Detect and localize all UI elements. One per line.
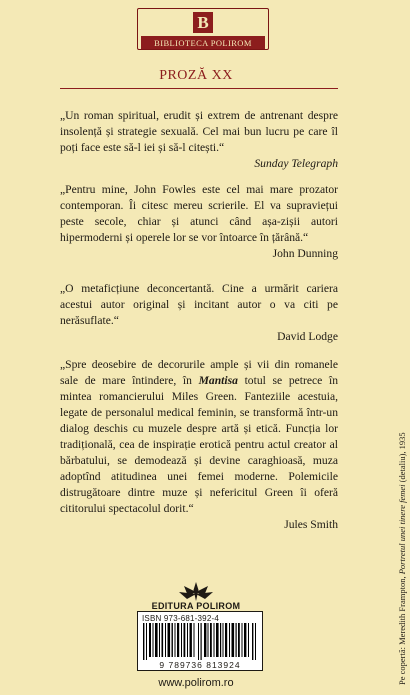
review-source: Sunday Telegraph [254,157,338,170]
series-logo [137,8,269,50]
series-logo-banner: BIBLIOTECA POLIROM [141,36,265,49]
cover-credit [397,255,407,685]
book-title: Mantisa [198,374,238,387]
barcode-icon [143,623,257,660]
credit-suffix: (detaliu), 1935 [397,432,407,485]
review-source: John Dunning [272,247,338,260]
credit-work-title: Portretul unei tinere femei [397,484,407,575]
credit-prefix: Pe copertă: Meredith Frampton, [397,574,407,685]
review-david-lodge [60,281,338,345]
series-logo-mark: B [193,12,213,33]
publisher-website: www.polirom.ro [158,677,234,689]
review-source: David Lodge [277,330,338,343]
publisher-name: EDITURA POLIROM [151,601,241,611]
barcode-digits: 9 789736 813924 [159,660,241,670]
review-john-dunning [60,182,338,262]
publisher-logo-icon [176,580,216,602]
isbn: ISBN 973-681-392-4 [142,614,219,623]
series-title: PROZĂ XX [159,68,233,83]
review-quote-end: totul se petrece în mintea romancierului Miles Green. Fanteziile acestuia, legate de personalul medical feminin, se transformă într-un dialog deschis cu muzele despre artă și etică. Funcția lor tradițională, cea de inspirație erotică pentru actul creator al bărbatului, se demodează și devine caraghioasă, muza adoptînd atitudinea unei femei moderne. Polemicile distrugătoare dintre muze și nefericitul Green îi oferă cititorului spectacolul dorit.“ [60,374,338,515]
review-quote-start: „Spre deosebire de decorurile ample și vii din romanele sale de mare întindere, în [60,358,338,387]
review-quote [60,357,338,517]
review-quote: „Un roman spiritual, erudit și extrem de antrenant despre insolență și strategie sexuală. Cel mai bun lucru pe care îl poți face este să-l iei și să-l citești.“ [60,109,338,154]
review-sunday-telegraph [60,108,338,172]
review-quote: „Pentru mine, John Fowles este cel mai mare prozator contemporan. Îi citesc mereu scrierile. El va supraviețui peste secole, chiar și atunci când așa-zișii autori hipermoderni și operele lor se vor întoarce în țărână.“ [60,183,338,244]
review-source: Jules Smith [284,518,338,531]
review-jules-smith [60,357,338,533]
title-divider [60,88,338,89]
review-quote: „O metaficțiune deconcertantă. Cine a urmărit cariera acestui autor original și incitant autor o va citi pe nerăsuflate.“ [60,282,338,327]
